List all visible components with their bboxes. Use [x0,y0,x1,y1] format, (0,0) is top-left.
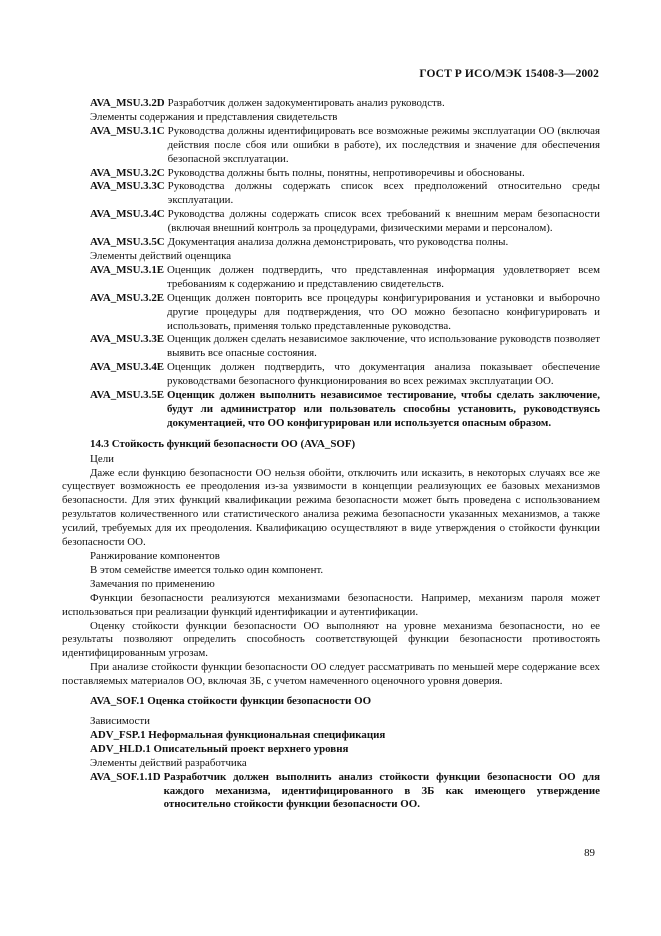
requirement-text: Разработчик должен задокументировать анализ руководств. [167,97,445,109]
notes-paragraph-3: При анализе стойкости функции безопасности ОО следует рассматривать по меньшей мере содержание всех поставляемых материалов ОО, включая ЗБ, с учетом намеченного оценочного уровня доверия. [62,661,600,688]
requirement-code: AVA_SOF.1.1D [90,770,161,783]
subheading-line: Элементы содержания и представления свидетельств [90,110,338,123]
goals-label: Цели [90,452,114,465]
requirement-item [90,333,600,361]
requirement-text: Руководства должны быть полны, понятны, непротиворечивы и обоснованы. [167,166,525,179]
requirement-item [90,180,600,208]
requirement-code: AVA_MSU.3.3C [90,180,165,193]
requirement-item [90,125,600,167]
dependency-2: ADV_HLD.1 Описательный проект верхнего уровня [90,742,349,755]
requirement-item [90,264,600,292]
requirement-item [90,771,600,813]
requirement-code: AVA_MSU.3.4E [90,361,165,374]
developer-actions-label: Элементы действий разработчика [90,756,247,769]
requirement-code: AVA_MSU.3.5E [90,389,165,402]
requirement-text: Руководства должны содержать список всех требований к внешним мерам безопасности (включая внешний контроль за процедурами, физическими мерами и персоналом). [167,208,600,235]
requirement-item [90,292,600,334]
requirement-code: AVA_MSU.3.2D [90,97,165,109]
requirement-item [90,167,600,181]
requirement-code: AVA_MSU.3.5C [90,236,165,249]
dependencies-label: Зависимости [90,714,150,727]
requirement-code: AVA_MSU.3.1C [90,124,165,137]
page-number: 89 [584,847,595,859]
requirement-item [90,208,600,236]
requirement-text: Оценщик должен повторить все процедуры конфигурирования и установки и выборочно другие процедуры для подтверждения, что ОО можно безопасно конфигурировать и использовать, применяя только представленные руководства. [167,291,600,332]
requirement-code: AVA_MSU.3.4C [90,208,165,221]
requirement-item [90,97,600,111]
requirement-text: Руководства должны содержать список всех предположений относительно среды эксплуатации. [167,180,600,207]
requirement-code: AVA_MSU.3.1E [90,263,165,276]
requirement-text: Оценщик должен сделать независимое заключение, что использование руководств позволяет выявить все опасные состояния. [167,333,600,360]
requirement-text: Оценщик должен подтвердить, что документация анализа показывает обеспечение руководствами безопасного функционирования во всех режимах эксплуатации ОО. [167,361,600,388]
component-title: AVA_SOF.1 Оценка стойкости функции безопасности ОО [90,695,372,708]
standard-header: ГОСТ Р ИСО/МЭК 15408-3—2002 [419,68,599,80]
dependency-1: ADV_FSP.1 Неформальная функциональная спецификация [90,728,386,741]
notes-label: Замечания по применению [90,577,215,590]
requirement-text: Руководства должны идентифицировать все возможные режимы эксплуатации ОО (включая действия после сбоя или ошибки в работе), их последствия и значение для обеспечения безопасной эксплуатации. [167,124,600,165]
ranking-text: В этом семействе имеется только один компонент. [90,563,324,576]
requirement-item [90,361,600,389]
requirement-text: Оценщик должен выполнить независимое тестирование, чтобы сделать заключение, будут ли администратор или пользователь способны установить, руководствуясь документацией, что ОО конфигурирован или используется опасным образом. [167,389,600,429]
notes-paragraph-2: Оценку стойкости функции безопасности ОО выполняют на уровне механизма безопасности, но ее результаты позволяют определить способность соответствующей функции безопасности противостоять идентифицированным угрозам. [62,619,600,660]
requirement-code: AVA_MSU.3.3E [90,333,165,346]
requirement-item [90,389,600,431]
section-title: 14.3 Стойкость функций безопасности ОО (AVA_SOF) [90,437,356,450]
requirement-text: Разработчик должен выполнить анализ стойкости функции безопасности ОО для каждого механизма, идентифицированного в ЗБ как имеющего утверждение относительно стойкости функции безопасности ОО. [163,770,600,811]
requirement-text: Документация анализа должна демонстрировать, что руководства полны. [167,236,509,249]
requirement-code: AVA_MSU.3.2E [90,291,165,304]
requirement-code: AVA_MSU.3.2C [90,166,165,179]
requirement-item [90,236,600,250]
goals-text: Даже если функцию безопасности ОО нельзя обойти, отключить или исказить, в некоторых случаях все же существует возможность ее преодоления из-за уязвимости в концепции реализующих ее базовых механизмов безопасности. Для этих функций квалификации режима безопасности может быть проведена с использованием результатов количественного или статистического анализа режима безопасности указанных механизмов, а также усилий, требуемых для их преодоления. Квалификацию осуществляют в виде утверждения о стойкости функции безопасности ОО. [62,466,600,549]
requirements-list [90,97,600,431]
notes-paragraph-1: Функции безопасности реализуются механизмами безопасности. Например, механизм пароля может использоваться при реализации функций идентификации и аутентификации. [62,591,600,618]
subheading-line: Элементы действий оценщика [90,249,232,262]
ranking-label: Ранжирование компонентов [90,550,220,562]
requirement-text: Оценщик должен подтвердить, что представленная информация удовлетворяет всем требованиям к содержанию и представлению свидетельств. [167,263,600,290]
page-content [62,97,600,812]
